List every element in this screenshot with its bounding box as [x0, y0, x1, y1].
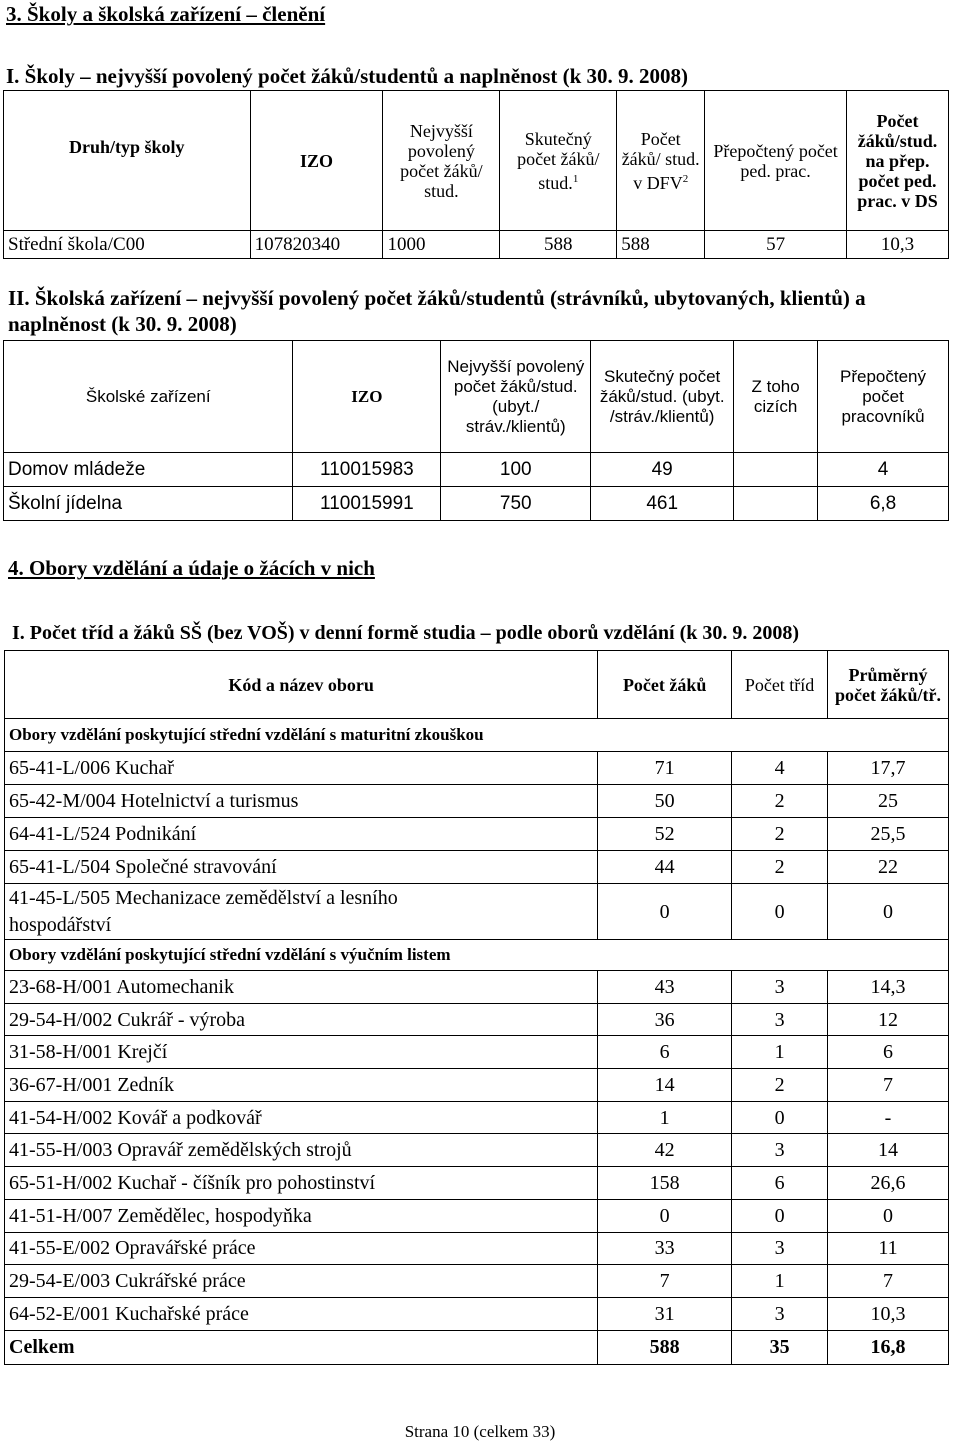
header-druh: Druh/typ školy: [4, 91, 251, 231]
table-row: [5, 1069, 949, 1102]
row-zaku: 1: [598, 1101, 732, 1134]
footnote-1-mark: 1: [572, 172, 579, 185]
section-4-title: 4. Obory vzdělání a údaje o žácích v nich: [8, 556, 375, 580]
row-zaku: 42: [598, 1134, 732, 1167]
row-trid: 4: [732, 752, 828, 785]
row-nejvyssi: 1000: [383, 231, 500, 259]
row-obor: 41-55-E/002 Opravářské práce: [5, 1232, 598, 1265]
total-label: Celkem: [5, 1330, 598, 1364]
row-cizich: [734, 487, 818, 521]
total-trid: 35: [732, 1330, 828, 1364]
row-trid: 0: [732, 1199, 828, 1232]
header-dfv: [617, 91, 705, 231]
row-prumer: -: [828, 1101, 949, 1134]
row-trid: 2: [732, 785, 828, 818]
row-obor: 36-67-H/001 Zedník: [5, 1069, 598, 1102]
row-pocet-ds: 10,3: [847, 231, 949, 259]
section-row-vyucni: [5, 940, 949, 971]
row-trid: 3: [732, 1134, 828, 1167]
header-prumer: Průměrný počet žáků/tř.: [828, 651, 949, 719]
section-maturita-label: Obory vzdělání poskytující střední vzdělání s maturitní zkouškou: [5, 719, 949, 752]
header-skutecny: [500, 91, 617, 231]
row-skutecny: 461: [591, 487, 734, 521]
footnote-2-mark: 2: [682, 172, 689, 185]
row-prumer: 14: [828, 1134, 949, 1167]
row-obor: 65-41-L/504 Společné stravování: [5, 851, 598, 884]
vyucni-rows: [5, 971, 949, 1331]
part-4-1-title: I. Počet tříd a žáků SŠ (bez VOŠ) v denní formě studia – podle oborů vzdělání (k 30. 9. 2008): [12, 622, 800, 644]
table-header-row: [4, 341, 949, 453]
row-obor: 29-54-H/002 Cukrář - výroba: [5, 1003, 598, 1036]
row-trid: 1: [732, 1265, 828, 1298]
header-prepocteny: Přepočtený počet ped. prac.: [705, 91, 847, 231]
row-trid: 3: [732, 1297, 828, 1330]
row-obor: [5, 884, 598, 940]
row-obor: 64-52-E/001 Kuchařské práce: [5, 1297, 598, 1330]
header-dfv-text: Počet žáků/ stud. v DFV: [621, 128, 700, 193]
fields-of-study-table: [4, 650, 949, 1365]
section-3-title: 3. Školy a školská zařízení – členění: [6, 2, 326, 26]
row-prumer: 0: [828, 884, 949, 940]
header-zarizeni: Školské zařízení: [4, 341, 293, 453]
header-skutecny-text: Skutečný počet žáků/ stud.: [517, 128, 600, 193]
row-obor: 23-68-H/001 Automechanik: [5, 971, 598, 1004]
header-nejvyssi: Nejvyšší povolený počet žáků/ stud.: [383, 91, 500, 231]
section-vyucni-label: Obory vzdělání poskytující střední vzdělání s výučním listem: [5, 940, 949, 971]
row-trid: 1: [732, 1036, 828, 1069]
row-zaku: 7: [598, 1265, 732, 1298]
table-row: [5, 752, 949, 785]
row-obor: 29-54-E/003 Cukrářské práce: [5, 1265, 598, 1298]
row-prumer: 12: [828, 1003, 949, 1036]
table-row: [4, 487, 949, 521]
row-prumer: 7: [828, 1265, 949, 1298]
row-trid: 6: [732, 1167, 828, 1200]
header-skutecny: Skutečný počet žáků/stud. (ubyt. /stráv./klientů): [591, 341, 734, 453]
row-zaku: 158: [598, 1167, 732, 1200]
schools-capacity-table: [3, 90, 949, 259]
header-izo: IZO: [250, 91, 383, 231]
table-row: [5, 1134, 949, 1167]
row-trid: 2: [732, 1069, 828, 1102]
table-row: [5, 971, 949, 1004]
row-zaku: 71: [598, 752, 732, 785]
total-prumer: 16,8: [828, 1330, 949, 1364]
table-row: [4, 453, 949, 487]
row-zaku: 0: [598, 1199, 732, 1232]
header-pocet-ds: Počet žáků/stud. na přep. počet ped. prac. v DS: [847, 91, 949, 231]
header-zaku: Počet žáků: [598, 651, 732, 719]
part-2-title: II. Školská zařízení – nejvyšší povolený počet žáků/studentů (strávníků, ubytovaných, klientů) a naplněnost (k 30. 9. 2008): [8, 286, 866, 336]
row-prepocteny: 6,8: [818, 487, 949, 521]
row-prumer: 10,3: [828, 1297, 949, 1330]
row-prumer: 0: [828, 1199, 949, 1232]
header-cizich: Z toho cizích: [734, 341, 818, 453]
row-zaku: 36: [598, 1003, 732, 1036]
row-prumer: 25,5: [828, 818, 949, 851]
table-row: [5, 785, 949, 818]
row-trid: 2: [732, 851, 828, 884]
row-prumer: 6: [828, 1036, 949, 1069]
row-obor: 41-55-H/003 Opravář zemědělských strojů: [5, 1134, 598, 1167]
row-prumer: 26,6: [828, 1167, 949, 1200]
section-row-maturita: [5, 719, 949, 752]
row-obor: 41-51-H/007 Zemědělec, hospodyňka: [5, 1199, 598, 1232]
table-row: [5, 1265, 949, 1298]
maturita-rows: [5, 752, 949, 884]
row-zaku: 14: [598, 1069, 732, 1102]
table-row: [5, 851, 949, 884]
row-trid: 0: [732, 1101, 828, 1134]
row-prumer: 17,7: [828, 752, 949, 785]
row-skutecny: 588: [500, 231, 617, 259]
row-skutecny: 49: [591, 453, 734, 487]
header-kod: Kód a název oboru: [5, 651, 598, 719]
header-prepocteny: Přepočtený počet pracovníků: [818, 341, 949, 453]
row-prumer: 14,3: [828, 971, 949, 1004]
row-prumer: 22: [828, 851, 949, 884]
part-1-title: I. Školy – nejvyšší povolený počet žáků/studentů a naplněnost (k 30. 9. 2008): [6, 64, 689, 88]
table-row: [5, 1297, 949, 1330]
row-obor-line1: 41-45-L/505 Mechanizace zemědělství a lesního: [9, 887, 398, 909]
table-row: [5, 1199, 949, 1232]
header-trid: Počet tříd: [732, 651, 828, 719]
table-row: [5, 1036, 949, 1069]
table-row: [5, 1101, 949, 1134]
row-nejvyssi: 750: [441, 487, 591, 521]
row-cizich: [734, 453, 818, 487]
row-obor: 65-41-L/006 Kuchař: [5, 752, 598, 785]
row-obor-line2: hospodářství: [9, 914, 112, 936]
total-row: [5, 1330, 949, 1364]
table-row: [5, 818, 949, 851]
row-obor: 65-42-M/004 Hotelnictví a turismus: [5, 785, 598, 818]
table-row: [5, 884, 949, 940]
row-zaku: 50: [598, 785, 732, 818]
row-prepocteny: 4: [818, 453, 949, 487]
row-name: Domov mládeže: [4, 453, 293, 487]
row-druh: Střední škola/C00: [4, 231, 251, 259]
table-row: [5, 1003, 949, 1036]
row-name: Školní jídelna: [4, 487, 293, 521]
row-prumer: 7: [828, 1069, 949, 1102]
row-prepocteny: 57: [705, 231, 847, 259]
row-obor: 31-58-H/001 Krejčí: [5, 1036, 598, 1069]
facilities-table: [3, 340, 949, 521]
table-row: [5, 1167, 949, 1200]
total-zaku: 588: [598, 1330, 732, 1364]
header-nejvyssi: Nejvyšší povolený počet žáků/stud. (ubyt./ stráv./klientů): [441, 341, 591, 453]
row-nejvyssi: 100: [441, 453, 591, 487]
row-trid: 3: [732, 1003, 828, 1036]
row-izo: 110015991: [293, 487, 441, 521]
row-prumer: 11: [828, 1232, 949, 1265]
table-row: [4, 231, 949, 259]
row-obor: 41-54-H/002 Kovář a podkovář: [5, 1101, 598, 1134]
row-obor: 64-41-L/524 Podnikání: [5, 818, 598, 851]
table-header-row: [5, 651, 949, 719]
row-zaku: 31: [598, 1297, 732, 1330]
row-zaku: 33: [598, 1232, 732, 1265]
row-prumer: 25: [828, 785, 949, 818]
page-footer: Strana 10 (celkem 33): [404, 1422, 556, 1441]
row-trid: 3: [732, 971, 828, 1004]
row-izo: 110015983: [293, 453, 441, 487]
row-dfv: 588: [617, 231, 705, 259]
row-zaku: 43: [598, 971, 732, 1004]
row-trid: 2: [732, 818, 828, 851]
row-zaku: 6: [598, 1036, 732, 1069]
row-zaku: 0: [598, 884, 732, 940]
table-header-row: [4, 91, 949, 231]
row-zaku: 44: [598, 851, 732, 884]
row-zaku: 52: [598, 818, 732, 851]
row-trid: 0: [732, 884, 828, 940]
row-izo: 107820340: [250, 231, 383, 259]
table-row: [5, 1232, 949, 1265]
row-obor: 65-51-H/002 Kuchař - číšník pro pohostinství: [5, 1167, 598, 1200]
header-izo: IZO: [293, 341, 441, 453]
row-trid: 3: [732, 1232, 828, 1265]
